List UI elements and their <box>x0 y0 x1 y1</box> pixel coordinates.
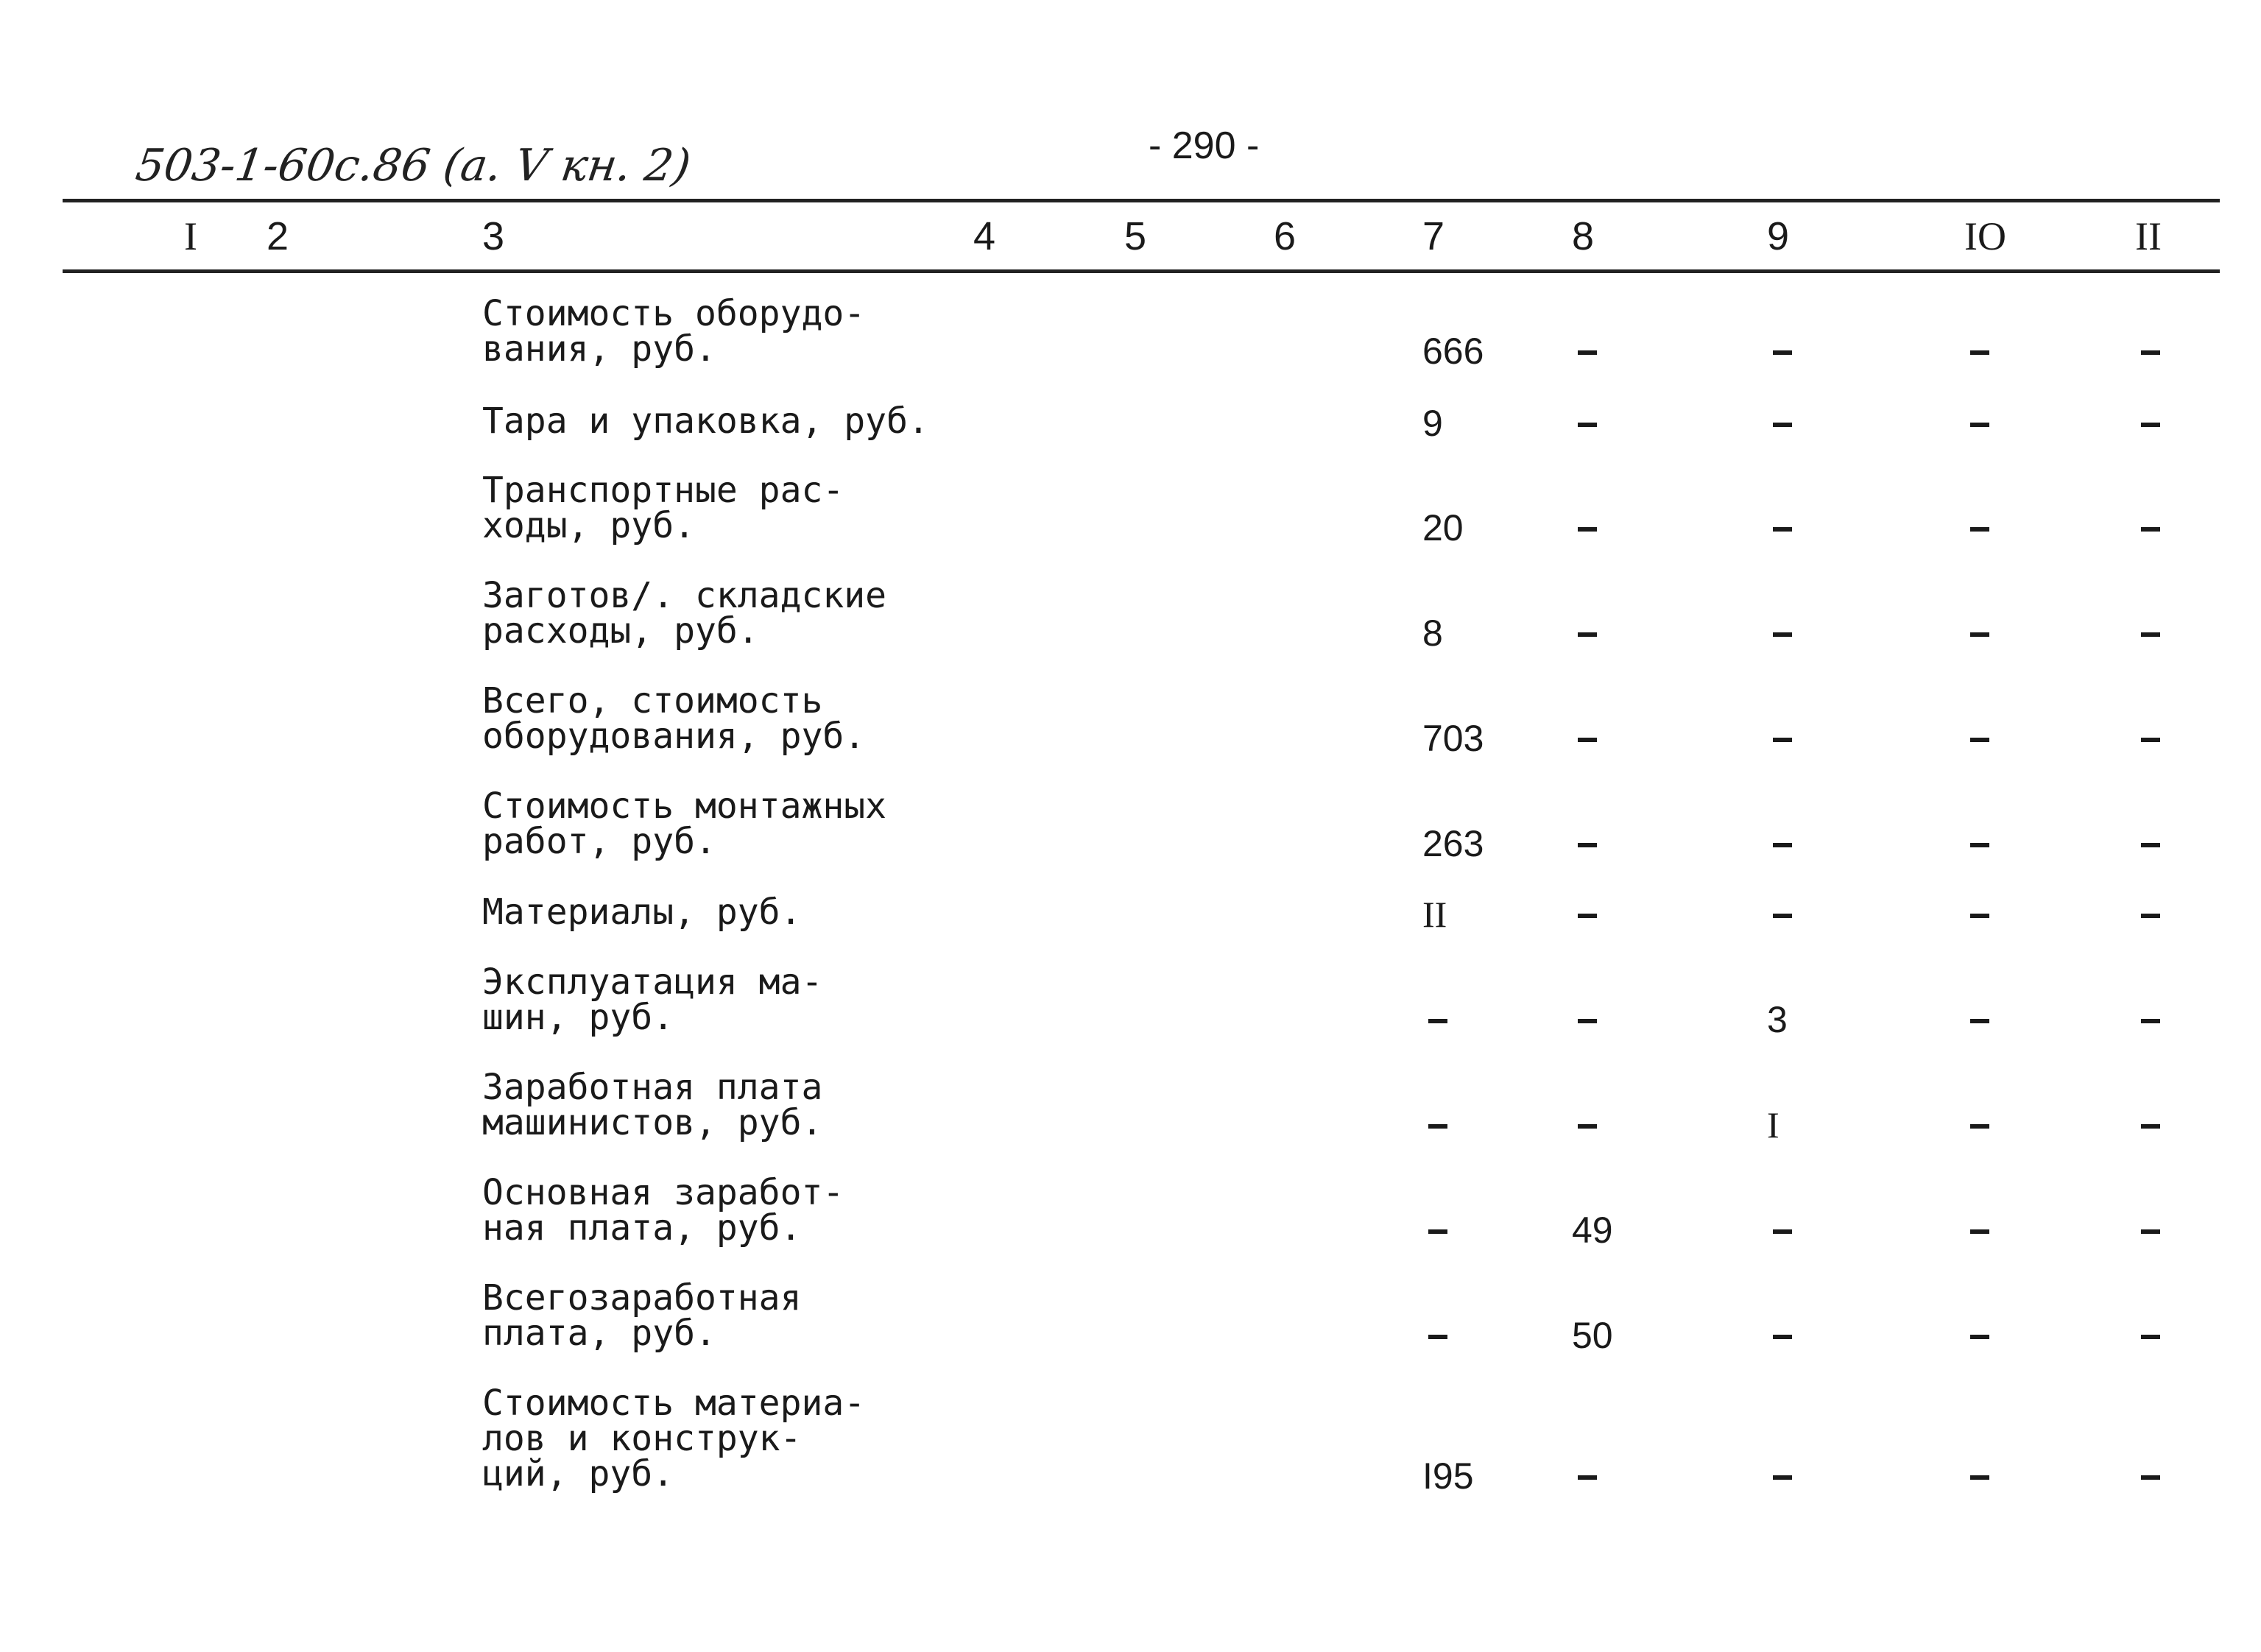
cell-value-c7: 20 <box>1422 507 1464 548</box>
cell-value-c8: 49 <box>1572 1210 1613 1251</box>
cell-dash-c9 <box>1773 1229 1792 1234</box>
cell-dash-c9 <box>1773 914 1792 918</box>
cell-dash-c8 <box>1578 914 1597 918</box>
cell-dash-c9 <box>1773 527 1792 532</box>
row-label: Заготов/. складские расходы, руб. <box>482 575 887 652</box>
cell-value-c9: I <box>1767 1104 1779 1146</box>
cell-dash-c9 <box>1773 423 1792 427</box>
row-label: Основная заработ- ная плата, руб. <box>482 1172 844 1249</box>
row-label: Транспортные рас- ходы, руб. <box>482 470 844 546</box>
handwritten-document-reference: 503-1-60с.86 (а. V кн. 2) <box>133 140 694 191</box>
cell-dash-c10 <box>1970 423 1989 427</box>
header-rule <box>63 269 2220 273</box>
cell-dash-c11 <box>2141 914 2160 918</box>
cell-dash-c10 <box>1970 914 1989 918</box>
column-header-6: 6 <box>1274 214 1297 258</box>
cell-dash-c10 <box>1970 632 1989 637</box>
cell-dash-c10 <box>1970 1124 1989 1129</box>
cell-dash-c11 <box>2141 1229 2160 1234</box>
cell-dash-c11 <box>2141 632 2160 637</box>
column-header-5: 5 <box>1124 214 1147 258</box>
row-label: Стоимость оборудо- вания, руб. <box>482 293 866 370</box>
cell-value-c7: 9 <box>1422 403 1443 444</box>
row-label: Эксплуатация ма- шин, руб. <box>482 961 823 1038</box>
cell-dash-c8 <box>1578 738 1597 742</box>
cell-dash-c9 <box>1773 1335 1792 1339</box>
cell-value-c7: 8 <box>1422 613 1443 654</box>
row-label: Всего, стоимость оборудования, руб. <box>482 680 866 757</box>
cell-value-c7: 666 <box>1422 331 1484 372</box>
cell-dash-c8 <box>1578 423 1597 427</box>
cell-dash-c10 <box>1970 1229 1989 1234</box>
column-header-1: I <box>184 214 197 258</box>
cell-value-c7: II <box>1422 894 1447 935</box>
row-label: Стоимость монтажных работ, руб. <box>482 786 887 862</box>
column-header-3: 3 <box>482 214 505 258</box>
cell-dash-c11 <box>2141 1475 2160 1480</box>
column-header-2: 2 <box>267 214 289 258</box>
cell-value-c7: 263 <box>1422 823 1484 864</box>
cell-value-c9: 3 <box>1767 999 1788 1040</box>
cell-dash-c8 <box>1578 1475 1597 1480</box>
cell-dash-c9 <box>1773 738 1792 742</box>
cell-dash-c11 <box>2141 738 2160 742</box>
row-label: Тара и упаковка, руб. <box>482 400 929 442</box>
row-label: Заработная плата машинистов, руб. <box>482 1067 823 1143</box>
cell-dash-c8 <box>1578 527 1597 532</box>
cell-dash-c10 <box>1970 350 1989 355</box>
column-header-8: 8 <box>1572 214 1595 258</box>
page-number: - 290 - <box>1149 124 1260 167</box>
cell-dash-c10 <box>1970 1019 1989 1023</box>
column-header-4: 4 <box>973 214 996 258</box>
cell-dash-c10 <box>1970 1475 1989 1480</box>
column-header-7: 7 <box>1422 214 1445 258</box>
cell-value-c7: 703 <box>1422 718 1484 759</box>
row-label: Материалы, руб. <box>482 892 802 933</box>
cell-dash-c8 <box>1578 1019 1597 1023</box>
cell-dash-c7 <box>1428 1229 1447 1234</box>
column-header-9: 9 <box>1767 214 1790 258</box>
cell-dash-c11 <box>2141 527 2160 532</box>
cell-dash-c7 <box>1428 1019 1447 1023</box>
cell-dash-c10 <box>1970 738 1989 742</box>
cell-dash-c11 <box>2141 843 2160 847</box>
cell-dash-c8 <box>1578 1124 1597 1129</box>
cell-dash-c11 <box>2141 1335 2160 1339</box>
cell-dash-c10 <box>1970 1335 1989 1339</box>
column-header-10: IO <box>1964 214 2006 258</box>
row-label: Стоимость материа- лов и конструк- ций, руб. <box>482 1383 866 1494</box>
cell-dash-c7 <box>1428 1335 1447 1339</box>
cell-dash-c8 <box>1578 350 1597 355</box>
cell-dash-c7 <box>1428 1124 1447 1129</box>
cell-dash-c11 <box>2141 1124 2160 1129</box>
cell-dash-c11 <box>2141 1019 2160 1023</box>
cell-dash-c9 <box>1773 843 1792 847</box>
cell-dash-c11 <box>2141 423 2160 427</box>
cell-dash-c10 <box>1970 527 1989 532</box>
cell-dash-c9 <box>1773 1475 1792 1480</box>
cell-dash-c9 <box>1773 632 1792 637</box>
top-rule <box>63 199 2220 202</box>
cell-dash-c8 <box>1578 632 1597 637</box>
cell-dash-c10 <box>1970 843 1989 847</box>
cell-dash-c8 <box>1578 843 1597 847</box>
cell-dash-c9 <box>1773 350 1792 355</box>
cell-value-c8: 50 <box>1572 1315 1613 1356</box>
row-label: Всегозаработная плата, руб. <box>482 1277 802 1354</box>
column-header-11: II <box>2135 214 2162 258</box>
cell-dash-c11 <box>2141 350 2160 355</box>
cell-value-c7: I95 <box>1422 1455 1474 1497</box>
